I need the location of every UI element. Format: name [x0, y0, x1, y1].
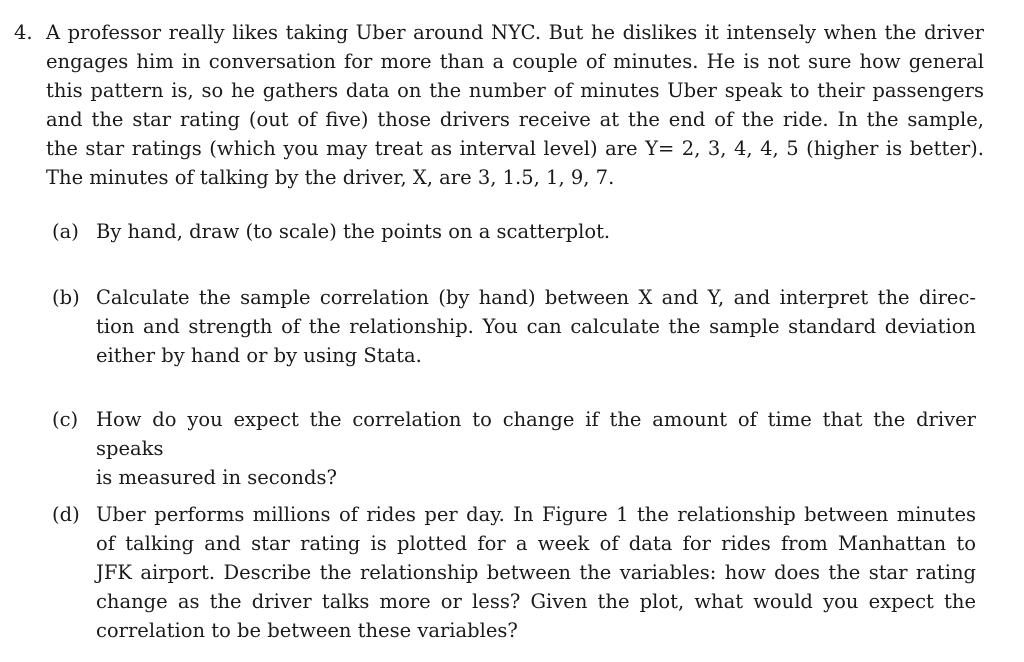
problem-line: engages him in conversation for more than a couple of minutes. He is not sure how general	[46, 50, 984, 73]
part-line: correlation to be between these variables?	[96, 619, 518, 642]
part-label: (b)	[52, 286, 80, 309]
problem-line: A professor really likes taking Uber around NYC. But he dislikes it intensely when the driver	[46, 21, 984, 44]
part-b	[52, 283, 976, 370]
part-d-text	[96, 500, 976, 645]
part-label: (d)	[52, 503, 80, 526]
problem-line: this pattern is, so he gathers data on the number of minutes Uber speak to their passengers	[46, 79, 984, 102]
part-line: change as the driver talks more or less? Given the plot, what would you expect the	[96, 590, 976, 613]
part-line: either by hand or by using Stata.	[96, 344, 422, 367]
problem-number: 4.	[14, 21, 33, 44]
problem-line: The minutes of talking by the driver, X, are 3, 1.5, 1, 9, 7.	[46, 166, 615, 189]
part-c	[52, 405, 976, 492]
part-label: (a)	[52, 220, 79, 243]
part-line: Uber performs millions of rides per day. In Figure 1 the relationship between minutes	[96, 503, 976, 526]
problem-line: and the star rating (out of five) those drivers receive at the end of the ride. In the sample,	[46, 108, 984, 131]
part-label: (c)	[52, 408, 79, 431]
part-line: tion and strength of the relationship. You can calculate the sample standard deviation	[96, 315, 976, 338]
problem-line: the star ratings (which you may treat as interval level) are Y= 2, 3, 4, 4, 5 (higher is better).	[46, 137, 984, 160]
part-line: JFK airport. Describe the relationship between the variables: how does the star rating	[96, 561, 976, 584]
part-line: is measured in seconds?	[96, 466, 337, 489]
part-line: How do you expect the correlation to change if the amount of time that the driver speaks	[96, 408, 976, 460]
part-b-text	[96, 283, 976, 370]
part-line: of talking and star rating is plotted for a week of data for rides from Manhattan to	[96, 532, 976, 555]
problem-statement	[46, 18, 984, 192]
part-line: By hand, draw (to scale) the points on a scatterplot.	[96, 220, 611, 243]
part-c-text	[96, 405, 976, 492]
problem-4	[14, 18, 984, 192]
part-line: Calculate the sample correlation (by hand) between X and Y, and interpret the direc-	[96, 286, 976, 309]
part-a-text	[96, 217, 976, 246]
part-d	[52, 500, 976, 645]
part-a	[52, 217, 976, 246]
